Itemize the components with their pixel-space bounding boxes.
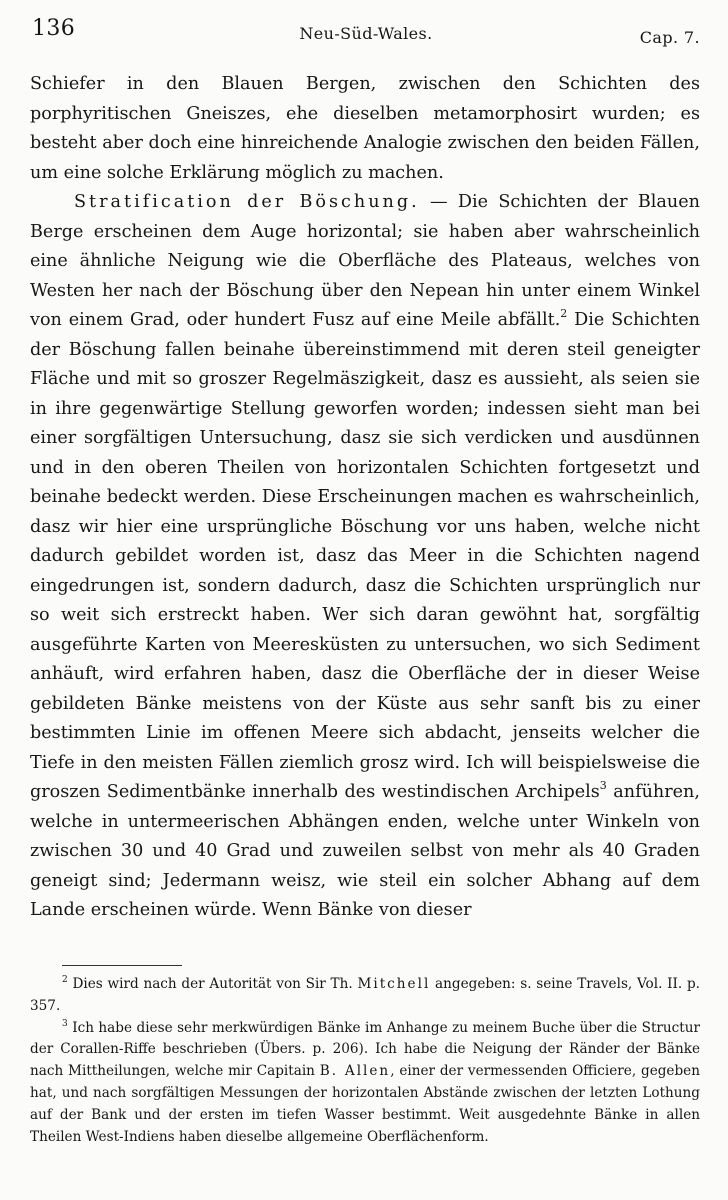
footnote-text: Dies wird nach der Autorität von Sir Th. — [67, 976, 358, 992]
page-number: 136 — [32, 16, 76, 41]
footnote-3 — [30, 1018, 700, 1149]
footnote-marker: 3 — [62, 1018, 68, 1029]
chapter-label: Cap. 7. — [639, 28, 700, 47]
footnote-text: angegeben: s. seine Travels, Vol. II. p. 357. — [30, 976, 701, 1014]
footnote-text: Ich habe diese sehr merkwürdigen Bänke im Anhange zu meinem Buche über die Structur der Corallen-Riffe beschrieben (Übers. p. 206). Ich habe die Neigung der Ränder der Bänke nach Mittheilungen, welche mir Capitain — [30, 1019, 700, 1080]
section-heading: Stratification der Böschung. — [74, 192, 420, 212]
paragraph-text: — Die Schichten der Blauen Berge erscheinen dem Auge horizontal; sie haben aber wahrscheinlich eine ähnliche Neigung wie die Oberfläche des Plateaus, welches von Westen her nach der Böschung über den Nepean hin unter einem Winkel von einem Grad, oder hundert Fusz auf eine Meile abfällt. — [30, 192, 700, 330]
running-head — [32, 18, 700, 58]
footnotes — [30, 974, 700, 1148]
main-text — [30, 70, 700, 926]
running-title: Neu-Süd-Wales. — [299, 24, 433, 43]
paragraph-text: anführen, welche in untermeerischen Abhängen enden, welche unter Winkeln von zwischen 30 und 40 Grad und zuweilen selbst von mehr als 40 Graden geneigt sind; Jedermann weisz, wie steil ein solcher Abhang auf dem Lande erscheinen würde. Wenn Bänke von dieser — [30, 782, 700, 920]
paragraph-text: Schiefer in den Blauen Bergen, zwischen den Schichten des porphyritischen Gneiszes, ehe dieselben metamorphosirt wurden; es besteht aber doch eine hinreichende Analogie zwischen den beiden Fällen, um eine solche Erklärung möglich zu machen. — [30, 74, 700, 183]
paragraph-continuation — [30, 70, 700, 188]
paragraph-stratification — [30, 188, 700, 926]
footnote-text: , einer der vermessenden Officiere, gegeben hat, und nach sorgfältigen Messungen der horizontalen Abstände zwischen der letzten Lothung auf der Bank und der ersten im tiefen Wasser bestimmt. Weit ausgedehnte Bänke in allen Theilen West-Indiens haben dieselbe allgemeine Oberflächenform. — [30, 1063, 700, 1145]
footnote-marker: 2 — [62, 975, 68, 985]
paragraph-text: Die Schichten der Böschung fallen beinahe übereinstimmend mit deren steil geneigter Fläche und mit so groszer Regelmäszigkeit, dasz es aussieht, als seien sie in ihre gegenwärtige Stellung geworfen worden; indessen sieht man bei einer sorgfältigen Untersuchung, dasz sie sich verdicken und ausdünnen und in den oberen Theilen von horizontalen Schichten fortgesetzt und beinahe bedeckt werden. Diese Erscheinungen machen es wahrscheinlich, dasz wir hier eine ursprüngliche Böschung vor uns haben, welche nicht dadurch gebildet worden ist, dasz das Meer in die Schichten nagend eingedrungen ist, sondern dadurch, dasz die Schichten ursprünglich nur so weit sich erstreckt haben. Wer sich daran gewöhnt hat, sorgfältig ausgeführte Karten von Meeresküsten zu untersuchen, wo sich Sediment anhäuft, wird erfahren haben, dasz die Oberfläche der in dieser Weise gebildeten Bänke meistens von der Küste aus sehr sanft bis zu einer bestimmten Linie im offenen Meere sich abdacht, jenseits welcher die Tiefe in den meisten Fällen ziemlich grosz wird. Ich will beispielsweise die groszen Sedimentbänke innerhalb des westindischen Archipels — [30, 310, 700, 802]
person-name: B. Allen — [319, 1063, 391, 1080]
footnote-2 — [30, 974, 700, 1018]
footnote-reference: 3 — [599, 779, 607, 792]
footnote-reference: 2 — [560, 307, 568, 320]
footnote-divider — [62, 965, 182, 966]
author-name: Mitchell — [357, 976, 431, 992]
